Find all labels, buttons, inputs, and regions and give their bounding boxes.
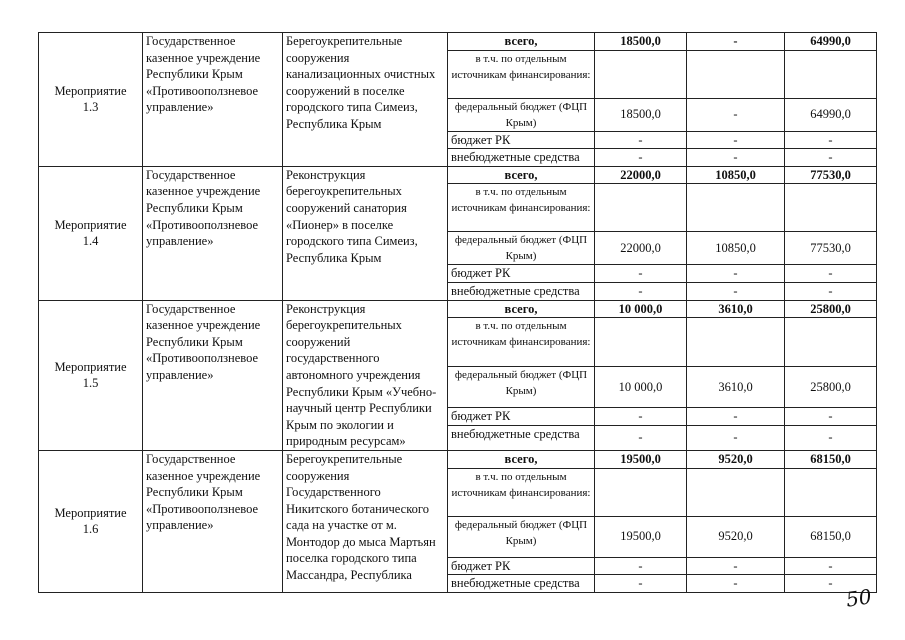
amount-cell-2: 10850,0 [687, 232, 785, 265]
amount-cell-3: 25800,0 [785, 300, 877, 318]
table-row [39, 166, 877, 184]
amount-cell-2: - [687, 265, 785, 283]
financing-table [38, 32, 877, 593]
amount-cell-3: - [785, 282, 877, 300]
amount-cell-3: 68150,0 [785, 516, 877, 557]
funding-source: всего, [448, 33, 595, 51]
funding-source: внебюджетные средства [448, 282, 595, 300]
executor-cell [143, 450, 283, 592]
amount-cell-2 [687, 184, 785, 232]
amount-cell-2 [687, 318, 785, 366]
amount-cell-2 [687, 468, 785, 516]
funding-source: всего, [448, 166, 595, 184]
amount-cell-1: - [595, 149, 687, 167]
funding-source: федеральный бюджет (ФЦП Крым) [448, 98, 595, 131]
amount-cell-1 [595, 318, 687, 366]
amount-cell-3: - [785, 407, 877, 425]
executor-text: Государственное казенное учреждение Республики Крым «Противооползневое управление» [146, 451, 261, 533]
amount-cell-3: - [785, 149, 877, 167]
object-text: Реконструкция берегоукрепительных сооружений санатория «Пионер» в поселке городского типа Симеиз, Республика Крым [286, 167, 418, 265]
amount-cell-3: 64990,0 [785, 98, 877, 131]
amount-cell-3: - [785, 425, 877, 450]
funding-source: в т.ч. по отдельным источникам финансирования: [448, 468, 595, 516]
amount-cell-2: - [687, 425, 785, 450]
amount-cell-1: - [595, 282, 687, 300]
amount-cell-3: 68150,0 [785, 450, 877, 468]
amount-cell-2: - [687, 575, 785, 593]
amount-cell-2: 3610,0 [687, 300, 785, 318]
measure-label: Мероприятие 1.6 [54, 505, 127, 537]
amount-cell-1 [595, 184, 687, 232]
amount-cell-1 [595, 50, 687, 98]
amount-cell-3: 77530,0 [785, 166, 877, 184]
amount-cell-2: - [687, 98, 785, 131]
funding-source: всего, [448, 450, 595, 468]
amount-cell-3: 77530,0 [785, 232, 877, 265]
amount-cell-1: - [595, 575, 687, 593]
executor-text: Государственное казенное учреждение Республики Крым «Противооползневое управление» [146, 167, 261, 249]
table-row [39, 33, 877, 51]
measure-label: Мероприятие 1.4 [54, 217, 127, 249]
amount-cell-1: - [595, 131, 687, 149]
object-cell [283, 450, 448, 592]
object-text: Берегоукрепительные сооружения Государственного Никитского ботанического сада на участке от м. Монтодор до мыса Мартьян поселка городского типа Массандра, Республика [286, 451, 436, 583]
amount-cell-1: 19500,0 [595, 450, 687, 468]
amount-cell-3: - [785, 265, 877, 283]
funding-source: бюджет РК [448, 265, 595, 283]
amount-cell-2: 9520,0 [687, 516, 785, 557]
amount-cell-2: 9520,0 [687, 450, 785, 468]
object-cell [283, 166, 448, 300]
object-text: Реконструкция берегоукрепительных сооружений государственного автономного учреждения Республики Крым «Учебно- научный центр Республики Крым по экологии и природным ресурсам» [286, 301, 437, 449]
amount-cell-1: 22000,0 [595, 166, 687, 184]
amount-cell-3: - [785, 131, 877, 149]
funding-source: федеральный бюджет (ФЦП Крым) [448, 232, 595, 265]
amount-cell-2: - [687, 33, 785, 51]
executor-cell [143, 300, 283, 450]
funding-source: в т.ч. по отдельным источникам финансирования: [448, 50, 595, 98]
amount-cell-1: - [595, 265, 687, 283]
amount-cell-1: - [595, 425, 687, 450]
executor-cell [143, 166, 283, 300]
page-number: 50 [844, 584, 873, 612]
funding-source: бюджет РК [448, 557, 595, 575]
amount-cell-1: 22000,0 [595, 232, 687, 265]
executor-text: Государственное казенное учреждение Республики Крым «Противооползневое управление» [146, 301, 261, 382]
amount-cell-2: - [687, 131, 785, 149]
amount-cell-2: 3610,0 [687, 366, 785, 407]
amount-cell-3: 25800,0 [785, 366, 877, 407]
amount-cell-1: 18500,0 [595, 98, 687, 131]
executor-text: Государственное казенное учреждение Республики Крым «Противооползневое управление» [146, 34, 261, 115]
funding-source: бюджет РК [448, 407, 595, 425]
amount-cell-3: - [785, 557, 877, 575]
table-row [39, 300, 877, 318]
measure-cell [39, 33, 143, 167]
measure-cell [39, 166, 143, 300]
amount-cell-1 [595, 468, 687, 516]
amount-cell-2: 10850,0 [687, 166, 785, 184]
funding-source: федеральный бюджет (ФЦП Крым) [448, 366, 595, 407]
measure-cell [39, 300, 143, 450]
amount-cell-2 [687, 50, 785, 98]
amount-cell-3: 64990,0 [785, 33, 877, 51]
amount-cell-1: - [595, 557, 687, 575]
funding-source: всего, [448, 300, 595, 318]
table-row [39, 450, 877, 468]
measure-label: Мероприятие 1.5 [54, 359, 127, 391]
object-cell [283, 300, 448, 450]
amount-cell-1: 18500,0 [595, 33, 687, 51]
funding-source: в т.ч. по отдельным источникам финансирования: [448, 184, 595, 232]
executor-cell [143, 33, 283, 167]
object-text: Берегоукрепительные сооружения канализационных очистных сооружений в поселке городского типа Симеиз, Республика Крым [286, 34, 436, 131]
amount-cell-3 [785, 50, 877, 98]
amount-cell-2: - [687, 407, 785, 425]
amount-cell-2: - [687, 149, 785, 167]
amount-cell-3 [785, 184, 877, 232]
funding-source: внебюджетные средства [448, 425, 595, 450]
funding-source: внебюджетные средства [448, 575, 595, 593]
amount-cell-1: 10 000,0 [595, 300, 687, 318]
amount-cell-1: 10 000,0 [595, 366, 687, 407]
amount-cell-2: - [687, 282, 785, 300]
funding-source: федеральный бюджет (ФЦП Крым) [448, 516, 595, 557]
amount-cell-1: - [595, 407, 687, 425]
object-cell [283, 33, 448, 167]
funding-source: внебюджетные средства [448, 149, 595, 167]
amount-cell-3 [785, 318, 877, 366]
amount-cell-3: - [785, 575, 877, 593]
measure-label: Мероприятие 1.3 [54, 83, 127, 115]
amount-cell-3 [785, 468, 877, 516]
funding-source: в т.ч. по отдельным источникам финансирования: [448, 318, 595, 366]
funding-source: бюджет РК [448, 131, 595, 149]
amount-cell-1: 19500,0 [595, 516, 687, 557]
amount-cell-2: - [687, 557, 785, 575]
measure-cell [39, 450, 143, 592]
